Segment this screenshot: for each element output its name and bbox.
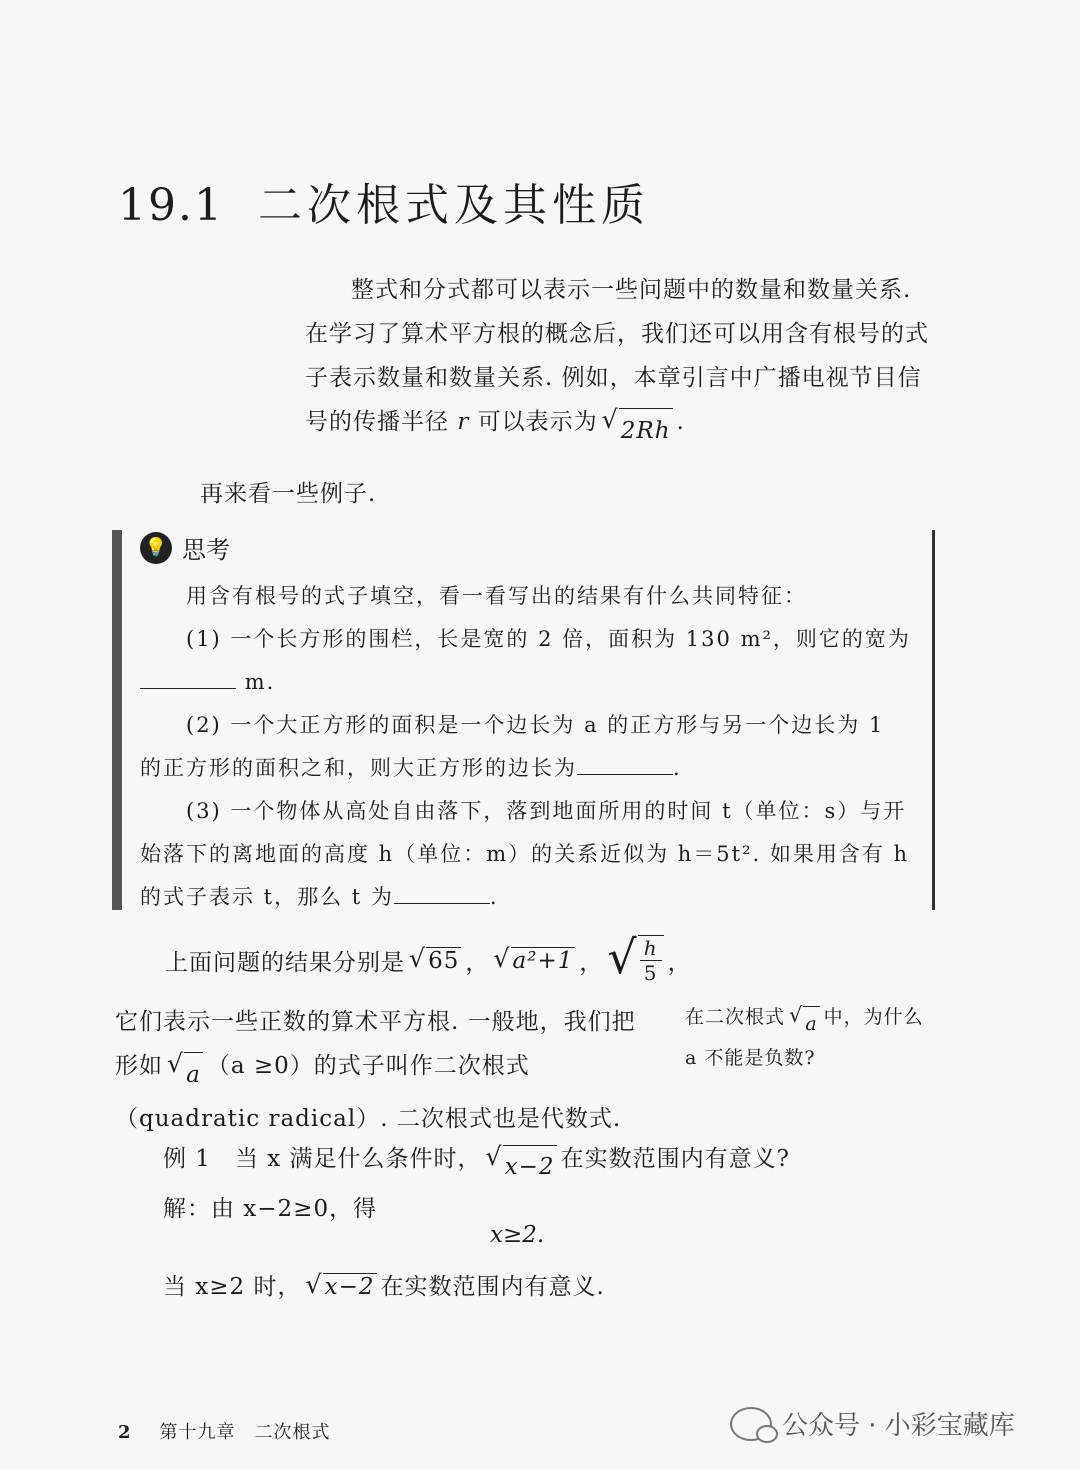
chapter-label: 第十九章 二次根式: [159, 1422, 331, 1443]
answer-blank-1[interactable]: [140, 668, 236, 689]
watermark: [730, 1405, 1015, 1442]
section-title-text: 二次根式及其性质: [257, 180, 650, 232]
wechat-icon: [730, 1407, 772, 1441]
watermark-text: 公众号 · 小彩宝藏库: [782, 1411, 1015, 1441]
intro-paragraph: [305, 268, 945, 453]
question-2: (2) 一个大正方形的面积是一个边长为 a 的正方形与另一个边长为 1 的正方形的面积之和，则大正方形的边长为 .: [140, 713, 885, 780]
sqrt-a2-plus-1: √ a²+1: [493, 943, 574, 974]
section-title: [118, 169, 650, 233]
think-body: [140, 575, 915, 919]
intro-line-2: 在学习了算术平方根的概念后，我们还可以用含有根号的式子表示数量和数量关系. 例如，本章引言中广播电视节目信号的传播半径 r 可以表示为 √ 2Rh .: [305, 312, 945, 453]
solution-result: x≥2.: [490, 1222, 545, 1248]
think-prompt: 用含有根号的式子填空，看一看写出的结果有什么共同特征：: [186, 584, 807, 608]
sqrt-x-minus-2: √ x−2: [486, 1145, 557, 1188]
example-1: [163, 1138, 963, 1230]
definition-paragraph: 它们表示一些正数的算术平方根. 一般地，我们把形如 √ a （a ≥0）的式子叫作二次根式（quadratic radical）. 二次根式也是代数式.: [115, 1009, 636, 1132]
transition-text: 再来看一些例子.: [200, 481, 377, 507]
intro-line-1: 整式和分式都可以表示一些问题中的数量和数量关系.: [351, 277, 912, 303]
think-box-bar: [112, 530, 122, 910]
page-footer: [118, 1418, 331, 1444]
question-1: (1) 一个长方形的围栏，长是宽的 2 倍，面积为 130 m²，则它的宽为 m.: [140, 618, 915, 704]
results-line: 上面问题的结果分别是 √ 65 ， √ a²+1 ， √ $\frac{h}{5}$ ，: [165, 930, 692, 985]
example-solution: 解：由 x−2≥0，得: [163, 1196, 378, 1222]
example-question: 例 1 当 x 满足什么条件时， √ x−2 在实数范围内有意义?: [163, 1138, 963, 1188]
answer-blank-2[interactable]: [577, 754, 673, 775]
section-number: 19.1: [118, 180, 224, 232]
think-heading: [140, 530, 230, 565]
think-heading-text: 思考: [182, 536, 230, 564]
sqrt-h-over-5: √ $\frac{h}{5}$: [607, 935, 663, 985]
sqrt-a: √ a: [167, 1052, 203, 1097]
margin-note: 在二次根式 √ a 中，为什么 a 不能是负数?: [685, 1003, 924, 1069]
answer-blank-3[interactable]: [394, 883, 490, 904]
lightbulb-icon: 💡: [140, 532, 172, 564]
question-3: (3) 一个物体从高处自由落下，落到地面所用的时间 t（单位：s）与开始落下的离地面的高度 h（单位：m）的关系近似为 h＝5t². 如果用含有 h 的式子表示 t，那么 t 为 .: [140, 799, 910, 909]
sqrt-2rh: √ 2Rh: [602, 408, 673, 453]
sqrt-65: √ 65: [409, 943, 460, 974]
example-conclusion: 当 x≥2 时， √ x−2 在实数范围内有意义.: [163, 1270, 605, 1300]
page-number: 2: [118, 1422, 132, 1443]
